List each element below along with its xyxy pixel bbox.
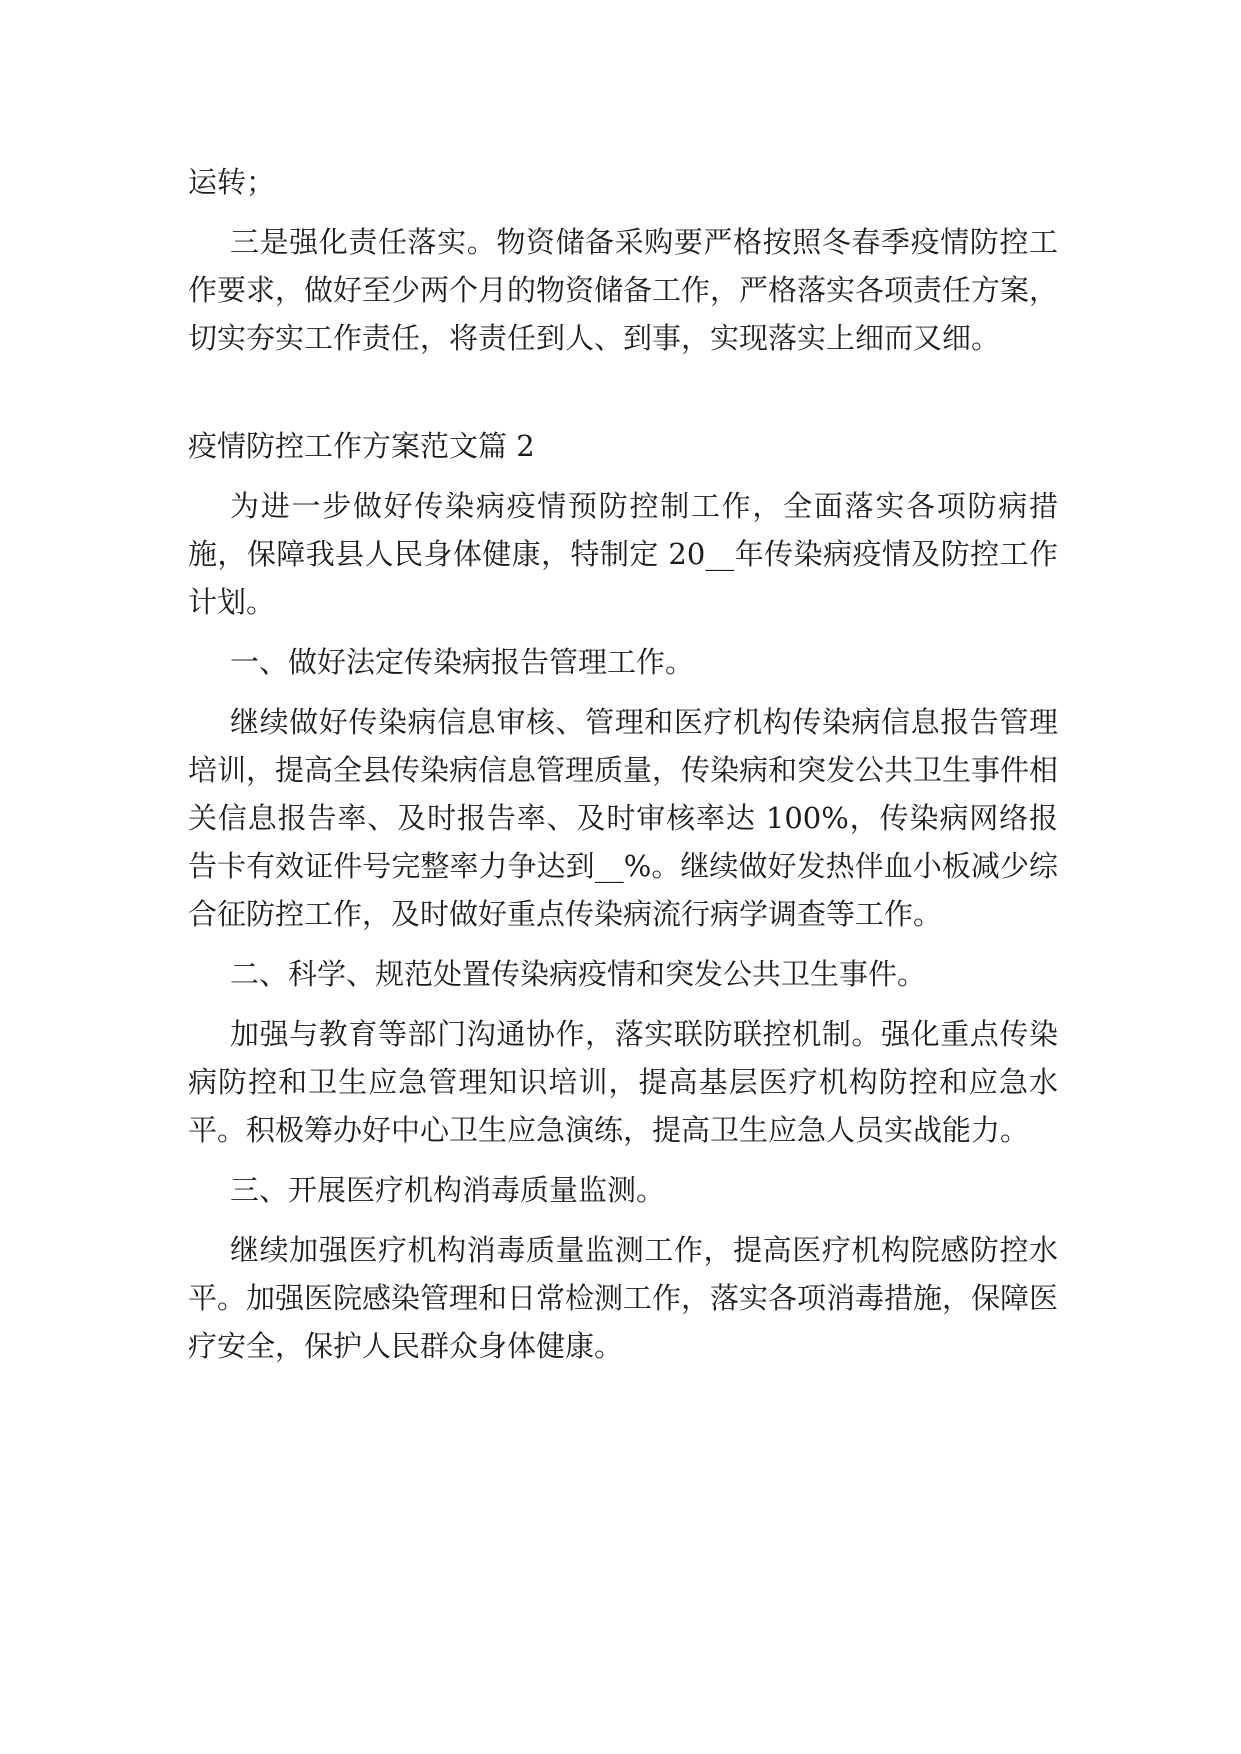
heading-1: 一、做好法定传染病报告管理工作。 bbox=[230, 645, 695, 679]
continuation-line: 运转； bbox=[188, 165, 276, 199]
paragraph-item-3: 三是强化责任落实。物资储备采购要严格按照冬春季疫情防控工作要求，做好至少两个月的物资储备工作，严格落实各项责任方案，切实夯实工作责任，将责任到人、到事，实现落实上细而又细。 bbox=[188, 225, 1059, 355]
body-paragraph-2: 加强与教育等部门沟通协作，落实联防联控机制。强化重点传染病防控和卫生应急管理知识培训，提高基层医疗机构防控和应急水平。积极筹办好中心卫生应急演练，提高卫生应急人员实战能力。 bbox=[188, 1017, 1058, 1147]
intro-paragraph: 为进一步做好传染病疫情预防控制工作，全面落实各项防病措施，保障我县人民身体健康，特制定 20__年传染病疫情及防控工作计划。 bbox=[188, 489, 1058, 619]
body-paragraph-3: 继续加强医疗机构消毒质量监测工作，提高医疗机构院感防控水平。加强医院感染管理和日常检测工作，落实各项消毒措施，保障医疗安全，保护人民群众身体健康。 bbox=[188, 1233, 1059, 1363]
body-paragraph-1: 继续做好传染病信息审核、管理和医疗机构传染病信息报告管理培训，提高全县传染病信息管理质量，传染病和突发公共卫生事件相关信息报告率、及时报告率、及时审核率达 100%，传染病网络报告卡有效证件号完整率力争达到__%。继续做好发热伴血小板减少综合征防控工作，及时做好重点传染病流行病学调查等工作。 bbox=[188, 705, 1059, 931]
section-title: 疫情防控工作方案范文篇 2 bbox=[188, 429, 535, 463]
document-body bbox=[188, 158, 1058, 1382]
heading-2: 二、科学、规范处置传染病疫情和突发公共卫生事件。 bbox=[230, 957, 927, 991]
heading-3: 三、开展医疗机构消毒质量监测。 bbox=[230, 1173, 666, 1207]
